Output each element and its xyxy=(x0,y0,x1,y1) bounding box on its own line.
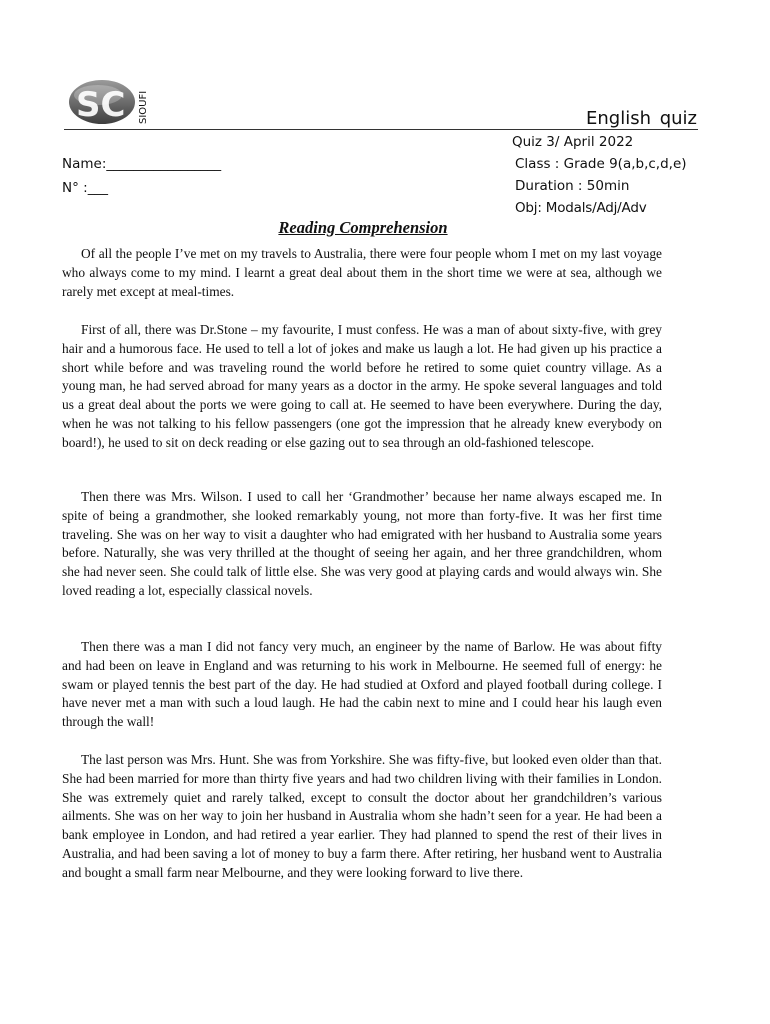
logo-wordmark-text: SIOUFI xyxy=(138,90,149,124)
quiz-number: Quiz 3/ April 2022 xyxy=(512,134,634,150)
student-name-field: Name:_________________ xyxy=(62,156,222,172)
header-divider xyxy=(64,129,698,130)
quiz-title: English quiz xyxy=(586,108,697,129)
paragraph-mrs-hunt: The last person was Mrs. Hunt. She was from Yorkshire. She was fifty-five, but looked even older than that. She had been married for more than thirty five years and had two children living with their families in London. She was extremely quiet and rarely talked, except to consult the doctor about her grandchildren’s various ailments. She was on her way to join her husband in Australia whom she hadn’t seen for a year. He had been a bank employee in London, and had retired a year earlier. They had planned to spend the rest of their lives in Australia, and had been saving a lot of money to buy a farm there. After retiring, her husband went to Australia and bought a small farm near Melbourne, and they were looking forward to live there. xyxy=(62,752,662,880)
student-number-field: N° :___ xyxy=(62,180,108,196)
paragraph-mrs-wilson: Then there was Mrs. Wilson. I used to call her ‘Grandmother’ because her name always escaped me. In spite of being a grandmother, she looked remarkably young, not more than forty-five. It was her first time traveling. She was on her way to visit a daughter who had emigrated with her husband to Australia some years before. Naturally, she was very thrilled at the thought of seeing her again, and her three grandchildren, whom she had never seen. She could talk of little else. She was very good at playing cards and would always win. She loved reading a lot, especially classical novels. xyxy=(62,489,662,598)
paragraph-dr-stone: First of all, there was Dr.Stone – my favourite, I must confess. He was a man of about sixty-five, with grey hair and a humorous face. He used to tell a lot of jokes and make us laugh a lot. He had given up his practice a short while before and was traveling round the world before he retired to some quiet country village. As a young man, he had served abroad for many years as a doctor in the army. He spoke several languages and told us a great deal about the ports we were going to call at. He seemed to have been everywhere. During the day, when he was not talking to his fellow passengers (one got the impression that he already knew everybody on board!), he used to sit on deck reading or else gazing out to sea through an old-fashioned telescope. xyxy=(62,322,662,450)
paragraph-barlow: Then there was a man I did not fancy very much, an engineer by the name of Barlow. He was about fifty and had been on leave in England and was returning to his work in Melbourne. He seemed full of energy: he swam or played tennis the best part of the day. He had studied at Oxford and played football during college. I have never met a man with such a loud laugh. He had the cabin next to mine and I could hear his laugh even through the wall! xyxy=(62,639,662,730)
duration-info: Duration : 50min xyxy=(515,178,630,194)
class-info: Class : Grade 9(a,b,c,d,e) xyxy=(515,156,687,172)
objectives-info: Obj: Modals/Adj/Adv xyxy=(515,200,647,216)
section-heading xyxy=(0,218,770,238)
section-heading-text: Reading Comprehension xyxy=(278,218,448,237)
paragraph-intro: Of all the people I’ve met on my travels to Australia, there were four people whom I met on my last voyage who always come to my mind. I learnt a great deal about them in the short time we were at sea, although we rarely met except at meal-times. xyxy=(62,246,662,299)
logo-initials: SC xyxy=(76,85,126,125)
logo-wordmark xyxy=(135,80,149,126)
